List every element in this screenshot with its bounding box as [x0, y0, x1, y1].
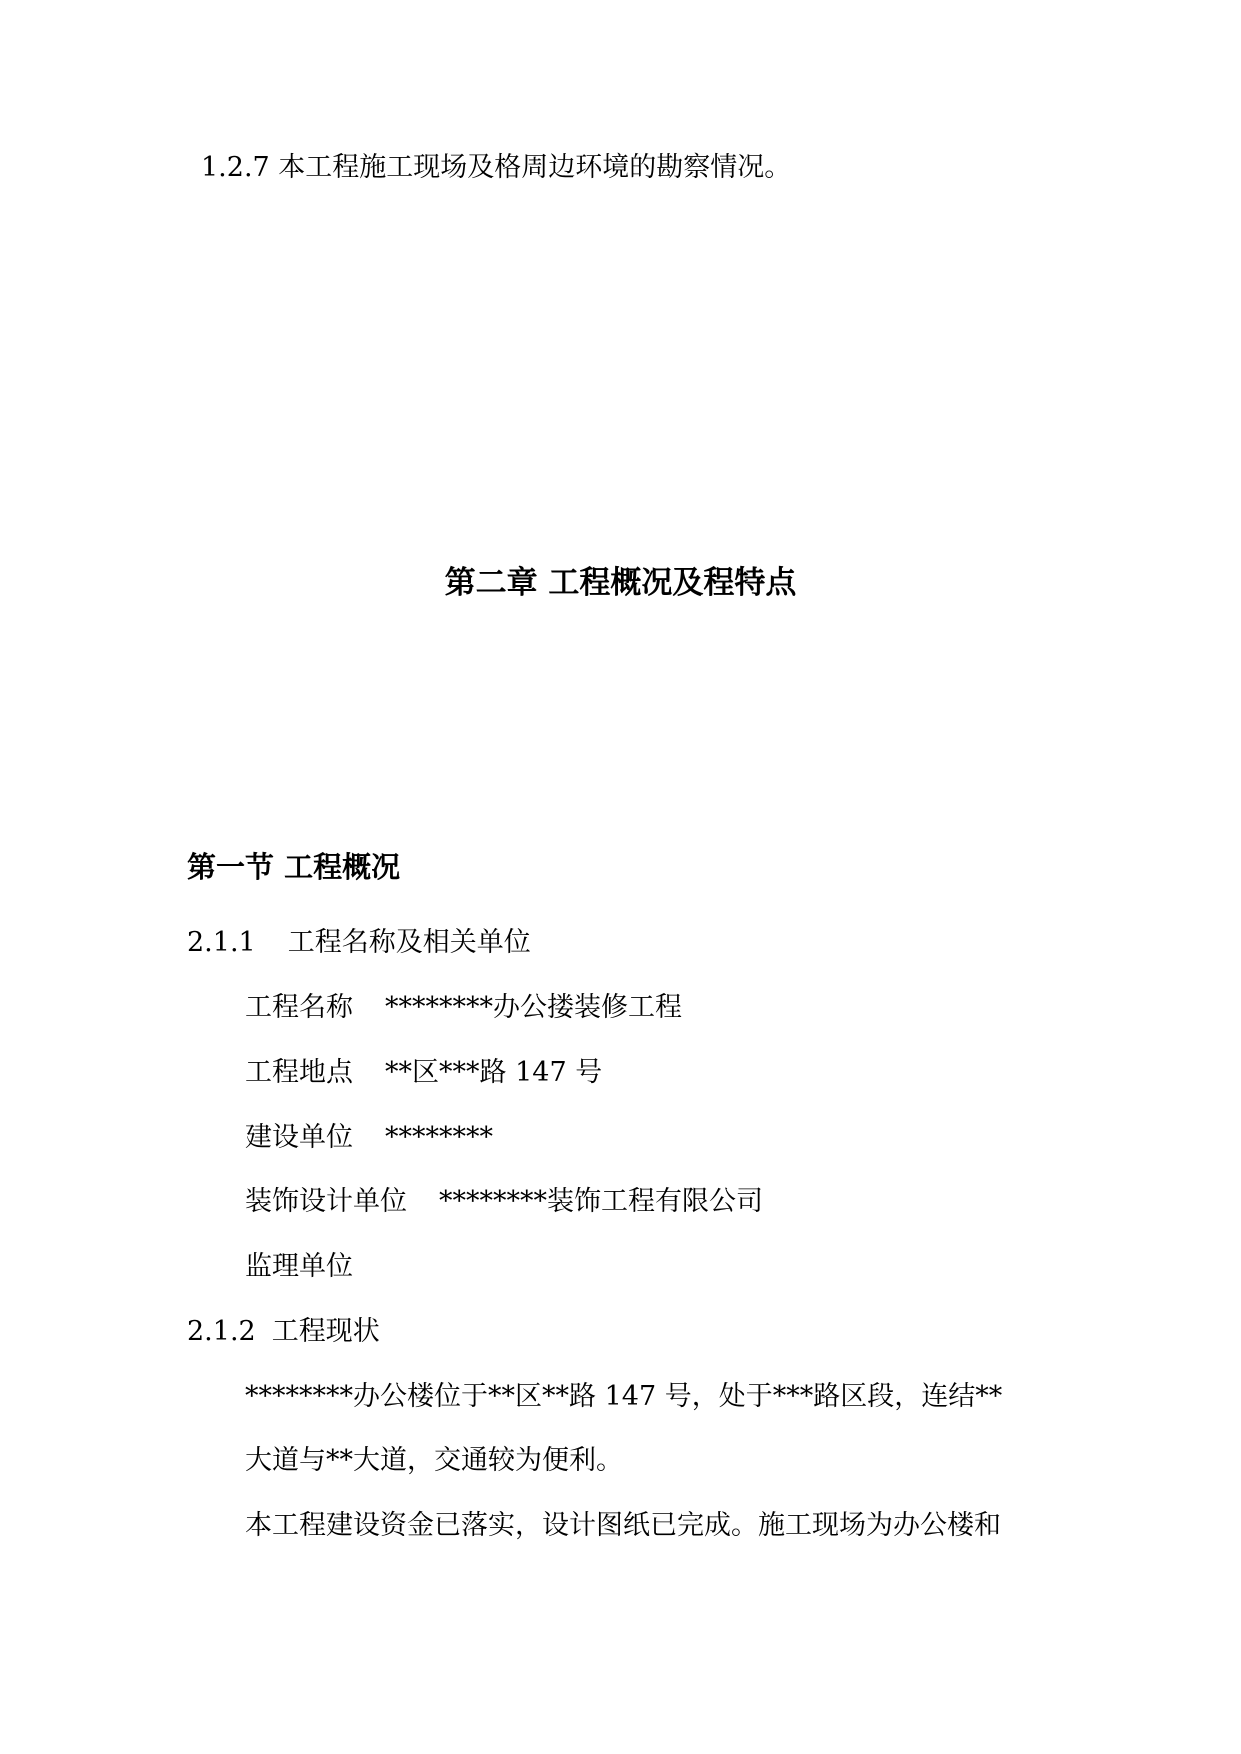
paragraph-line: 大道与**大道，交通较为便利。 [245, 1445, 623, 1476]
subsection-title: 工程名称及相关单位 [287, 927, 531, 958]
info-label: 工程地点 [245, 1057, 353, 1088]
info-row-project-location [245, 1055, 602, 1091]
info-label: 监理单位 [245, 1251, 353, 1282]
info-row-supervision-unit [245, 1249, 353, 1285]
subsection-number: 2.1.2 [187, 1316, 256, 1347]
info-value: ********装饰工程有限公司 [439, 1186, 763, 1217]
info-value: ******** [385, 1122, 493, 1153]
info-label: 装饰设计单位 [245, 1186, 407, 1217]
paragraph-line: 本工程建设资金已落实，设计图纸已完成。施工现场为办公楼和 [245, 1510, 1001, 1541]
info-row-design-unit [245, 1184, 763, 1220]
info-label: 工程名称 [245, 992, 353, 1023]
subsection-heading-2-1-2 [187, 1314, 380, 1350]
prev-section-item: 1.2.7 本工程施工现场及格周边环境的勘察情况。 [201, 152, 792, 183]
info-value: ********办公搂装修工程 [385, 992, 682, 1023]
info-row-construction-unit [245, 1120, 493, 1156]
info-label: 建设单位 [245, 1122, 353, 1153]
subsection-title: 工程现状 [271, 1316, 380, 1347]
subsection-number: 2.1.1 [187, 927, 256, 958]
paragraph-line: ********办公楼位于**区**路 147 号，处于***路区段，连结** [245, 1381, 1003, 1412]
section-title: 第一节 工程概况 [187, 850, 401, 884]
info-row-project-name [245, 990, 682, 1026]
chapter-title: 第二章 工程概况及程特点 [444, 565, 797, 601]
subsection-heading-2-1-1 [187, 925, 531, 961]
info-value: **区***路 147 号 [385, 1057, 603, 1088]
